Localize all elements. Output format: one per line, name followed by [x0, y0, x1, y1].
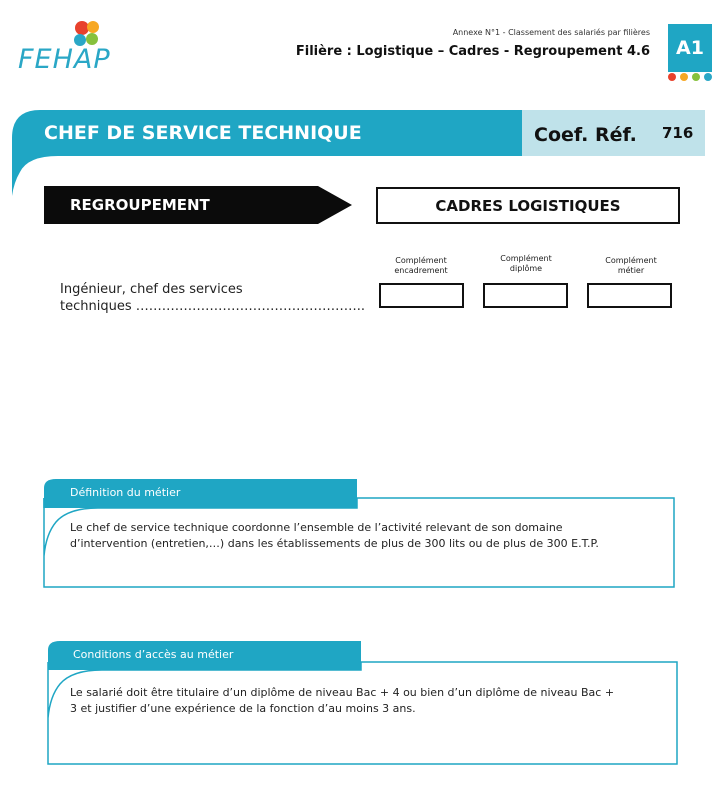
dot-blue-icon: [704, 73, 712, 81]
annexe-label: Annexe N°1 - Classement des salariés par filières: [452, 28, 650, 37]
coef-label: Coef. Réf.: [534, 124, 637, 146]
job-title: CHEF DE SERVICE TECHNIQUE: [44, 122, 362, 144]
regroupement-label: REGROUPEMENT: [70, 196, 210, 214]
complement-metier-label: Complément métier: [605, 256, 657, 275]
complement-diplome-label: Complément diplôme: [500, 254, 552, 273]
color-dots: [668, 73, 712, 81]
complement-diplome-box[interactable]: [483, 283, 568, 308]
regroupement-value: CADRES LOGISTIQUES: [376, 187, 680, 224]
coef-value: 716: [662, 124, 694, 142]
dot-green-icon: [692, 73, 700, 81]
logo-clover-icon: [74, 21, 99, 46]
filiere-title: Filière : Logistique – Cadres - Regroupement 4.6: [295, 44, 650, 59]
dot-red-icon: [668, 73, 676, 81]
definition-tab-label: Définition du métier: [70, 486, 181, 499]
page-badge: A1: [668, 24, 712, 72]
conditions-text: Le salarié doit être titulaire d’un diplôme de niveau Bac + 4 ou bien d’un diplôme de niveau Bac + 3 et justifier d’une expérience de la fonction d’au moins 3 ans.: [70, 686, 615, 715]
logo-text: FEHAP: [18, 44, 111, 75]
complement-encadrement-label: Complément encadrement: [394, 256, 448, 275]
conditions-tab-label: Conditions d’accès au métier: [73, 648, 234, 661]
complement-encadrement-box[interactable]: [379, 283, 464, 308]
definition-text: Le chef de service technique coordonne l’ensemble de l’activité relevant de son domaine d’intervention (entretien,…) dans les établissements de plus de 300 lits ou de plus de 300 E.T.P.: [70, 521, 599, 550]
dot-orange-icon: [680, 73, 688, 81]
job-line: Ingénieur, chef des services techniques ……………………………………………..: [60, 282, 365, 314]
complement-metier-box[interactable]: [587, 283, 672, 308]
